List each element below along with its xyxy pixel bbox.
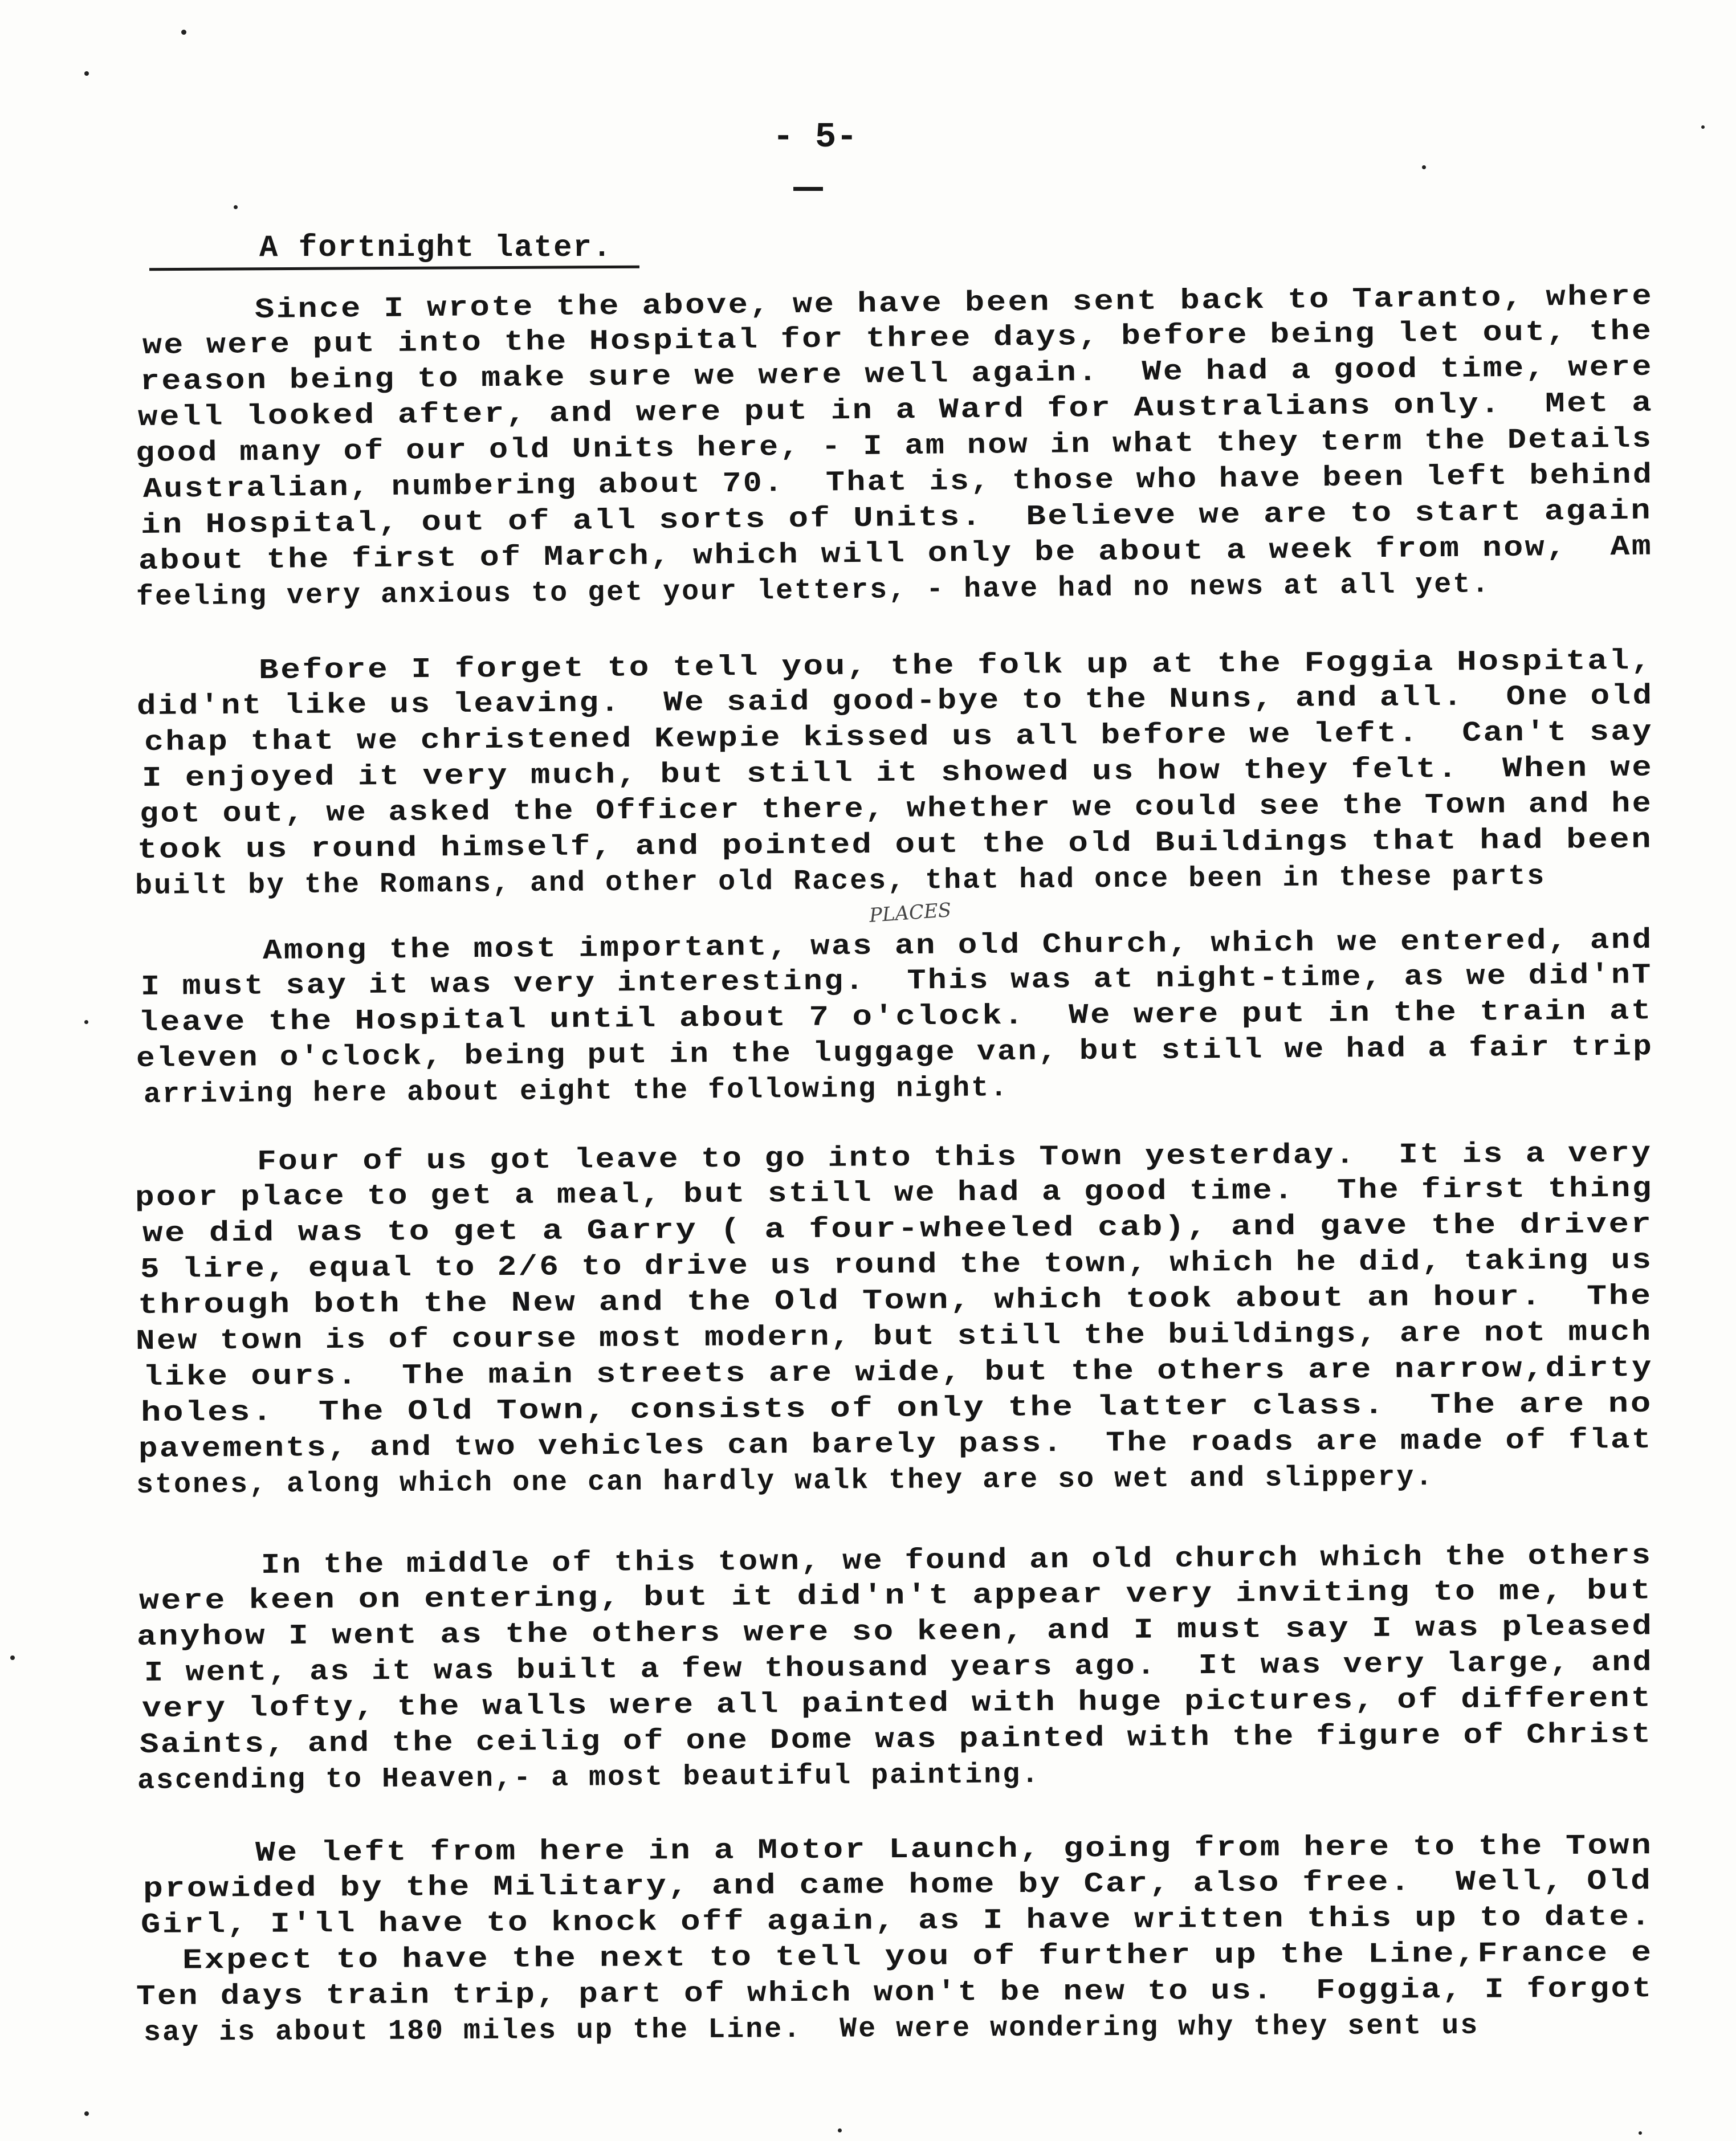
text-line: In the middle of this town, we found an old church which the others — [260, 1539, 1653, 1582]
text-line: 5 lire, equal to 2/6 to drive us round the town, which he did, taking us — [140, 1244, 1653, 1286]
text-line: anyhow I went as the others were so keen, and I must say I was pleased — [136, 1610, 1654, 1654]
text-line: eleven o'clock, being put in the luggage van, but still we had a fair trip — [136, 1031, 1654, 1075]
text-line: Ten days train trip, part of which won't be new to us. Foggia, I forgot — [136, 1973, 1653, 2013]
text-line: pavements, and two vehicles can barely pass. The roads are made of flat — [138, 1424, 1653, 1466]
text-line: got out, we asked the Officer there, whether we could see the Town and he — [139, 788, 1653, 831]
text-line: reason being to make sure we were well again. We had a good time, were — [140, 351, 1654, 398]
text-line: poor place to get a meal, but still we had a good time. The first thing — [135, 1172, 1654, 1214]
text-line: through both the New and the Old Town, which took about an hour. The — [137, 1280, 1653, 1322]
scan-speck — [181, 30, 186, 35]
text-line: holes. The Old Town, consists of only the latter class. The are no — [140, 1388, 1653, 1430]
page-number-underline — [793, 187, 823, 191]
text-line: we did was to get a Garry ( a four-wheeled cab), and gave the driver — [142, 1208, 1653, 1250]
text-line: I went, as it was built a few thousand years ago. It was very large, and — [144, 1646, 1654, 1690]
text-line: like ours. The main streets are wide, but the others are narrow,dirty — [142, 1352, 1654, 1394]
text-line: Among the most important, was an old Church, which we entered, and — [262, 924, 1653, 968]
text-line: feeling very anxious to get your letters, - have had no news at all yet. — [136, 568, 1491, 614]
scan-speck — [84, 71, 89, 76]
text-line: did'nt like us leaving. We said good-bye to the Nuns, and all. One old — [136, 680, 1654, 723]
text-line: were keen on entering, but it did'n't appear very inviting to me, but — [138, 1575, 1653, 1618]
text-line: leave the Hospital until about 7 o'clock. We were put in the train at — [138, 995, 1653, 1039]
text-line: chap that we christened Kewpie kissed us all before we left. Can't say — [144, 716, 1654, 759]
text-line: well looked after, and were put in a Ward for Australians only. Met a — [137, 387, 1654, 434]
text-line: arriving here about eight the following night. — [143, 1072, 1009, 1111]
text-line: built by the Romans, and other old Races, that had once been in these parts — [135, 860, 1546, 903]
text-line: stones, along which one can hardly walk they are so wet and slippery. — [136, 1461, 1435, 1502]
scan-speck — [84, 2111, 89, 2116]
page-number: - 5- — [772, 117, 858, 157]
text-line: Saints, and the ceilig of one Dome was painted with the figure of Christ — [139, 1718, 1653, 1761]
text-line: Girl, I'll have to knock off again, as I have written this up to date. — [140, 1901, 1653, 1942]
text-line: Four of us got leave to go into this Town yesterday. It is a very — [256, 1137, 1653, 1178]
heading-underline — [149, 266, 639, 271]
text-line: Since I wrote the above, we have been sent back to Taranto, where — [254, 280, 1654, 327]
text-line: Expect to have the next to tell you of further up the Line,France e — [138, 1937, 1653, 1977]
text-line: prowided by the Military, and came home by Car, also free. Well, Old — [142, 1865, 1653, 1906]
section-heading: A fortnight later. — [259, 231, 613, 266]
text-line: very lofty, the walls were all painted with huge pictures, of different — [141, 1682, 1653, 1726]
text-line: say is about 180 miles up the Line. We were wondering why they sent us — [143, 2009, 1480, 2049]
scan-speck — [1639, 2131, 1642, 2135]
text-line: New town is of course most modern, but still the buildings, are not much — [135, 1316, 1653, 1358]
text-line: We left from here in a Motor Launch, going from here to the Town — [255, 1830, 1653, 1870]
scan-speck — [1422, 165, 1426, 169]
scan-speck — [1701, 125, 1705, 129]
text-line: ascending to Heaven,- a most beautiful painting. — [137, 1758, 1041, 1797]
text-line: we were put into the Hospital for three days, before being let out, the — [142, 315, 1653, 362]
text-line: Australian, numbering about 70. That is, those who have been left behind — [142, 459, 1654, 506]
text-line: I must say it was very interesting. This was at night-time, as we did'nT — [140, 959, 1653, 1004]
text-line: Before I forget to tell you, the folk up at the Foggia Hospital, — [258, 645, 1653, 687]
text-line: in Hospital, out of all sorts of Units. Believe we are to start again — [140, 495, 1653, 542]
text-line: took us round himself, and pointed out the old Buildings that had been — [137, 823, 1653, 867]
text-line: I enjoyed it very much, but still it showed us how they felt. When we — [141, 752, 1654, 795]
text-line: about the first of March, which will only be about a week from now, Am — [138, 531, 1653, 578]
scan-speck — [838, 2128, 842, 2132]
text-line: good many of our old Units here, - I am now in what they term the Details — [135, 423, 1653, 470]
scan-speck — [10, 1655, 15, 1660]
scan-speck — [234, 205, 238, 209]
scan-speck — [84, 1020, 88, 1024]
handwritten-correction: PLACES — [868, 899, 952, 927]
